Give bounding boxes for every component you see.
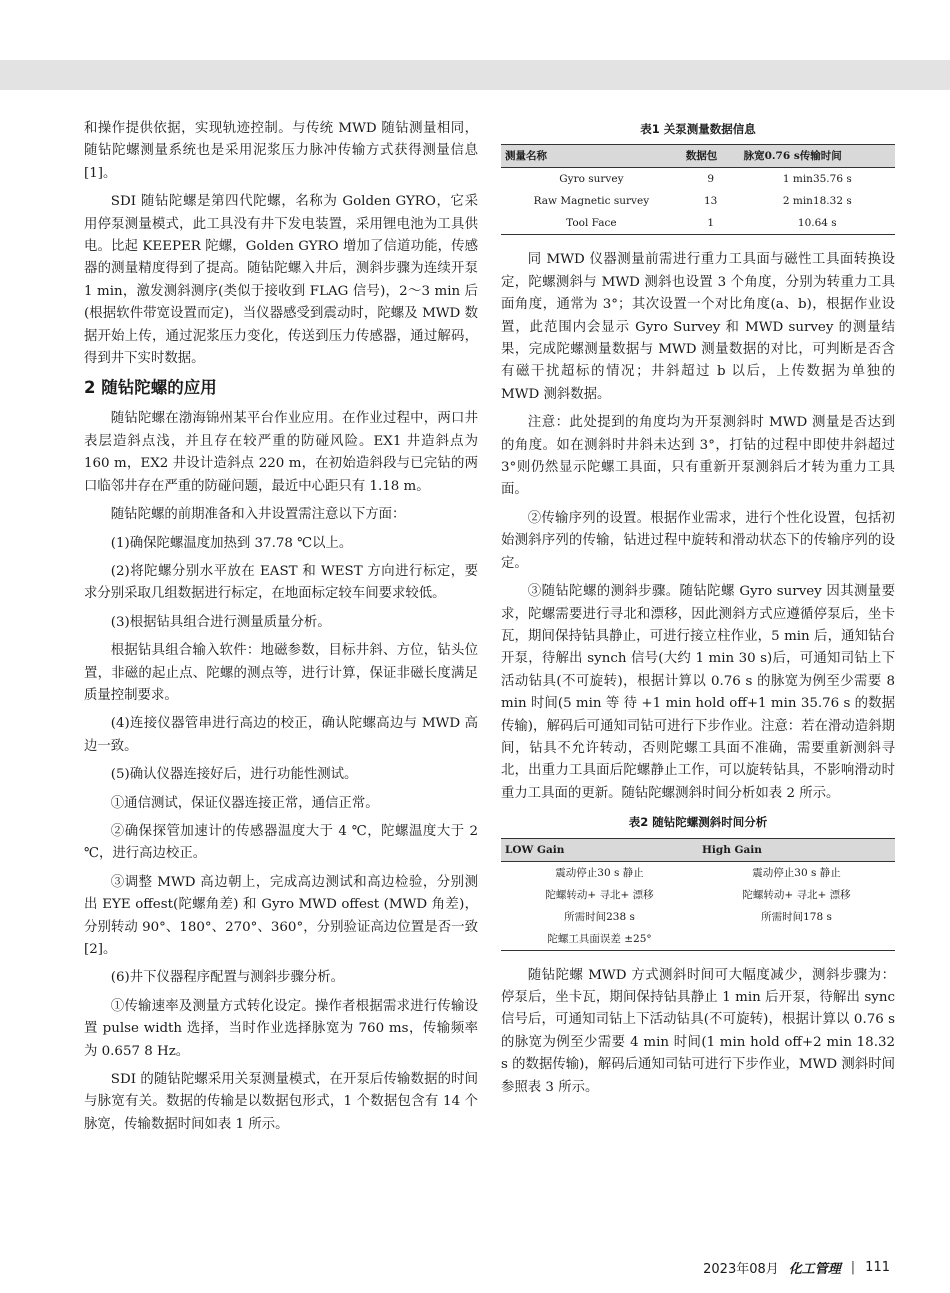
footer-separator: |	[850, 1260, 856, 1275]
table2-caption: 表2 随钻陀螺测斜时间分析	[628, 815, 768, 830]
paragraph: 随钻陀螺 MWD 方式测斜时间可大幅度减少，测斜步骤为：停泵后，坐卡瓦，期间保持钻具静止 1 min 后开泵，待解出 sync 信号后，可通知司钻上下活动钻具(不可旋转)，根据计算以 0.76 s 的脉宽为例至少需要 4 min 时间(1 min hold off+2 min 18.32 s 的数据传输)，解码后通知司钻可进行下步作业，MWD 测斜时间参照表 3 所示。	[501, 967, 895, 1095]
section-heading: 2 随钻陀螺的应用	[84, 378, 217, 398]
table1-header: 数据包	[682, 145, 740, 168]
table-cell: Raw Magnetic survey	[533, 195, 650, 208]
table-row	[501, 168, 895, 191]
paragraph: ②确保探管加速计的传感器温度大于 4 ℃，陀螺温度大于 2 ℃，进行高边校正。	[84, 823, 478, 862]
paragraph: (5)确认仪器连接好后，进行功能性测试。	[110, 767, 358, 783]
paragraph: 和操作提供依据，实现轨迹控制。与传统 MWD 随钻测量相同，随钻陀螺测量系统也是采用泥浆压力脉冲传输方式获得测量信息[1]。	[84, 121, 478, 181]
paragraph: (1)确保陀螺温度加热到 37.78 ℃以上。	[110, 535, 353, 551]
paragraph: SDI 随钻陀螺是第四代陀螺，名称为 Golden GYRO，它采用停泵测量模式，此工具没有井下发电装置，采用锂电池为工具供电。比起 KEEPER 陀螺，Golden GYRO 增加了信道功能，传感器的测量精度得到了提高。随钻陀螺入井后，测斜步骤为连续开泵 1 min，激发测斜测序(类似于接收到 FLAG 信号)，2～3 min 后(根据软件带宽设置而定)，当仪器感受到震动时，陀螺及 MWD 数据开始上传，通过泥浆压力变化，传送到压力传感器，通过解码，得到井下实时数据。	[84, 194, 478, 367]
paragraph: ②传输序列的设置。根据作业需求，进行个性化设置，包括初始测斜序列的传输，钻进过程中旋转和滑动状态下的传输序列的设定。	[501, 510, 895, 571]
table-cell: 9	[707, 173, 715, 186]
table1-header: 测量名称	[501, 145, 682, 168]
paragraph: 同 MWD 仪器测量前需进行重力工具面与磁性工具面转换设定，陀螺测斜与 MWD 测斜也设置 3 个角度，分别为转重力工具面角度，通常为 3°；其次设置一个对比角度(a、b)，根据作业设置，此范围内会显示 Gyro Survey 和 MWD survey 的测量结果，完成陀螺测量数据与 MWD 测量数据的对比，可判断是否含有磁干扰超标的情况；井斜超过 b 以后，上传数据为单独的 MWD 测斜数据。	[501, 252, 895, 402]
paragraph: 随钻陀螺在渤海锦州某平台作业应用。在作业过程中，两口井表层造斜点浅，并且存在较严重的防碰风险。EX1 井造斜点为 160 m，EX2 井设计造斜点 220 m，在初始造斜段与已完钻的两口临邻井存在严重的防碰问题，最近中心距只有 1.18 m。	[84, 411, 478, 494]
table-cell: Gyro survey	[559, 173, 624, 186]
paragraph: (3)根据钻具组合进行测量质量分析。	[110, 614, 331, 630]
table-cell: 1	[682, 212, 740, 235]
paragraph: (6)井下仪器程序配置与测斜步骤分析。	[110, 970, 345, 986]
page-footer	[703, 1258, 890, 1277]
table2-header: High Gain	[698, 838, 895, 861]
paragraph: ③随钻陀螺的测斜步骤。随钻陀螺 Gyro survey 因其测量要求，陀螺需要进行寻北和漂移，因此测斜方式应遵循停泵后，坐卡瓦，期间保持钻具静止，可进行接立柱作业，5 min 后，通知钻台开泵，待解出 synch 信号(大约 1 min 30 s)后，可通知司钻上下活动钻具(不可旋转)，根据计算以 0.76 s 的脉宽为例至少需要 8 min 时间(5 min 等 待 +1 min hold off+1 min 35.76 s 的数据传输)，解码后可通知司钻可进行下步作业。注意：若在滑动造斜期间，钻具不允许转动，否则陀螺工具面不准确，需要重新测斜寻北，出重力工具面后陀螺静止工作，可以旋转钻具，不影响滑动时重力工具面的更新。随钻陀螺测斜时间分析如表 2 所示。	[501, 584, 895, 801]
table1-caption: 表1 关泵测量数据信息	[640, 122, 756, 136]
table-cell: 陀螺工具面误差 ±25°	[501, 928, 698, 951]
table-row	[501, 906, 895, 928]
table-cell: 13	[704, 195, 718, 208]
table-cell: 2 min18.32 s	[782, 195, 852, 208]
table-row	[501, 861, 895, 884]
table2-header: LOW Gain	[501, 838, 698, 861]
table-row	[501, 212, 895, 235]
paragraph: ③调整 MWD 高边朝上，完成高边测试和高边检验，分别测出 EYE offest(陀螺角差) 和 Gyro MWD offest (MWD 角差)，分别转动 90°、180°、270°、360°，分别验证高边位置是否一致[2]。	[84, 874, 478, 957]
paragraph: 随钻陀螺的前期准备和入井设置需注意以下方面：	[110, 507, 406, 523]
table-row	[501, 928, 895, 951]
page-number: 111	[865, 1260, 890, 1275]
paragraph: ①通信测试，保证仪器连接正常，通信正常。	[110, 795, 379, 811]
paragraph: SDI 的随钻陀螺采用关泵测量模式，在开泵后传输数据的时间与脉宽有关。数据的传输是以数据包形式，1 个数据包含有 14 个脉宽，传输数据时间如表 1 所示。	[84, 1072, 478, 1132]
table-cell	[698, 928, 895, 951]
table-cell: 震动停止30 s 静止	[752, 866, 841, 879]
paragraph: 注意：此处提到的角度均为开泵测斜时 MWD 测量是否达到的角度。如在测斜时井斜未达到 3°，打钻的过程中即使井斜超过 3°则仍然显示陀螺工具面，只有重新开泵测斜后才转为重力工具面。	[501, 415, 895, 498]
table1-header: 脉宽0.76 s传输时间	[740, 145, 895, 168]
table-row	[501, 884, 895, 906]
table-cell: 震动停止30 s 静止	[555, 866, 644, 879]
table1	[501, 144, 895, 235]
journal-logo: 化工管理	[788, 1262, 841, 1277]
right-column	[501, 118, 895, 1105]
table-cell: 陀螺转动+ 寻北+ 漂移	[742, 888, 851, 901]
left-column	[84, 118, 478, 1142]
paragraph: (2)将陀螺分别水平放在 EAST 和 WEST 方向进行标定，要求分别采取几组数据进行标定，在地面标定较车间要求较低。	[84, 563, 478, 602]
table2	[501, 838, 895, 951]
table-cell: 10.64 s	[740, 212, 895, 235]
table-cell: 所需时间238 s	[564, 910, 635, 923]
paragraph: (4)连接仪器管串进行高边的校正，确认陀螺高边与 MWD 高边一致。	[84, 716, 478, 754]
table-row	[501, 190, 895, 212]
paragraph: 根据钻具组合输入软件：地磁参数，目标井斜、方位，钻头位置，非磁的起止点、陀螺的测点等，进行计算，保证非磁长度满足质量控制要求。	[84, 643, 478, 703]
footer-date: 2023年08月	[703, 1262, 779, 1277]
table-cell: 陀螺转动+ 寻北+ 漂移	[545, 888, 654, 901]
table-cell: 所需时间178 s	[761, 910, 832, 923]
paragraph: ①传输速率及测量方式转化设定。操作者根据需求进行传输设置 pulse width 选择，当时作业选择脉宽为 760 ms，传输频率为 0.657 8 Hz。	[84, 998, 478, 1059]
table-cell: 1 min35.76 s	[782, 173, 852, 186]
table-cell: Tool Face	[501, 212, 682, 235]
header-band	[0, 60, 950, 90]
